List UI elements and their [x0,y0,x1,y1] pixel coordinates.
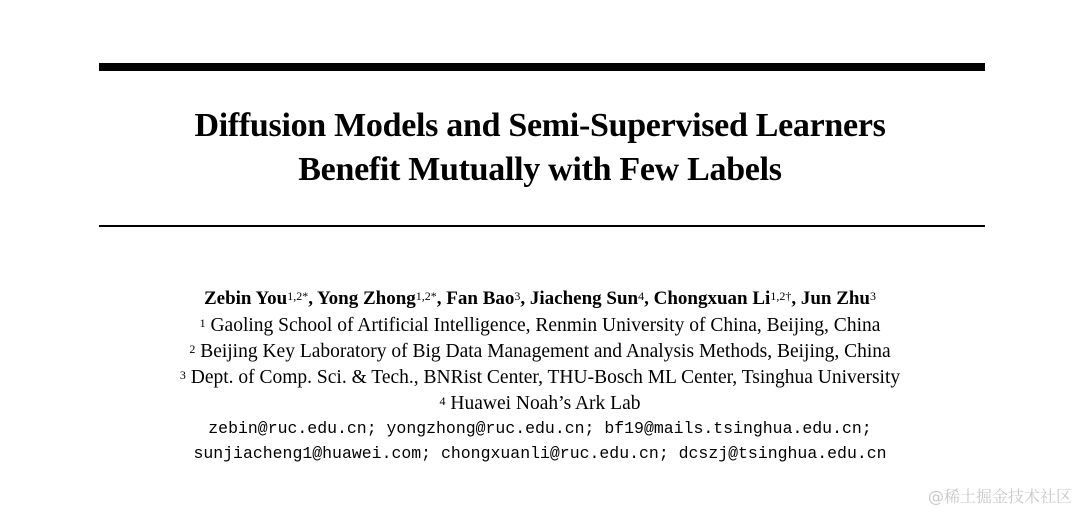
affiliation-list [0,313,1080,417]
author-separator: , [644,288,654,309]
affiliation-sup: 3 [179,368,186,382]
author-affil-sup: 1,2 [770,289,786,303]
author-mark: † [785,289,792,303]
affiliation-sup: 2 [189,342,196,356]
affiliation [0,339,1080,365]
author-name: Chongxuan Li [653,288,771,309]
paper-title [0,104,1080,192]
affiliation [0,313,1080,339]
author [317,288,446,309]
author-name: Jun Zhu [800,288,871,309]
author-separator: , [308,288,318,309]
affiliation-text: Huawei Noah’s Ark Lab [450,393,641,414]
affiliation-text: Beijing Key Laboratory of Big Data Management and Analysis Methods, Beijing, China [200,341,891,362]
top-rule [99,63,985,71]
author-list [0,286,1080,312]
author-affil-sup: 1,2 [415,289,431,303]
title-line-1: Diffusion Models and Semi-Supervised Learners [194,107,886,144]
author-affil-sup: 4 [638,289,645,303]
author-mark: * [430,289,437,303]
author-separator: , [436,288,447,309]
author-mark: * [302,289,309,303]
title-line-2: Benefit Mutually with Few Labels [298,151,782,188]
affiliation-text: Dept. of Comp. Sci. & Tech., BNRist Center, THU-Bosch ML Center, Tsinghua University [190,367,901,388]
affiliation-sup: 1 [199,316,206,330]
affiliation [0,365,1080,391]
affiliation-text: Gaoling School of Artificial Intelligence, Renmin University of China, Beijing, China [210,315,881,336]
author [446,288,530,309]
bottom-rule [99,225,985,227]
email-line-1: zebin@ruc.edu.cn; yongzhong@ruc.edu.cn; bf19@mails.tsinghua.edu.cn; [208,419,872,438]
author-name: Zebin You [203,288,288,309]
affiliation-sup: 4 [439,394,446,408]
author-name: Yong Zhong [317,288,416,309]
author-affil-sup: 3 [514,289,521,303]
author [801,288,876,309]
affiliation [0,391,1080,417]
author-name: Fan Bao [446,288,515,309]
email-list [0,416,1080,466]
author [204,288,317,309]
author [530,288,654,309]
author-affil-sup: 3 [870,289,877,303]
author-name: Jiacheng Sun [529,288,639,309]
author-separator: , [520,288,530,309]
watermark-text: @稀土掘金技术社区 [927,487,1072,506]
author-affil-sup: 1,2 [287,289,303,303]
author [654,288,801,309]
author-separator: , [791,288,801,309]
email-line-2: sunjiacheng1@huawei.com; chongxuanli@ruc.edu.cn; dcszj@tsinghua.edu.cn [193,444,887,463]
